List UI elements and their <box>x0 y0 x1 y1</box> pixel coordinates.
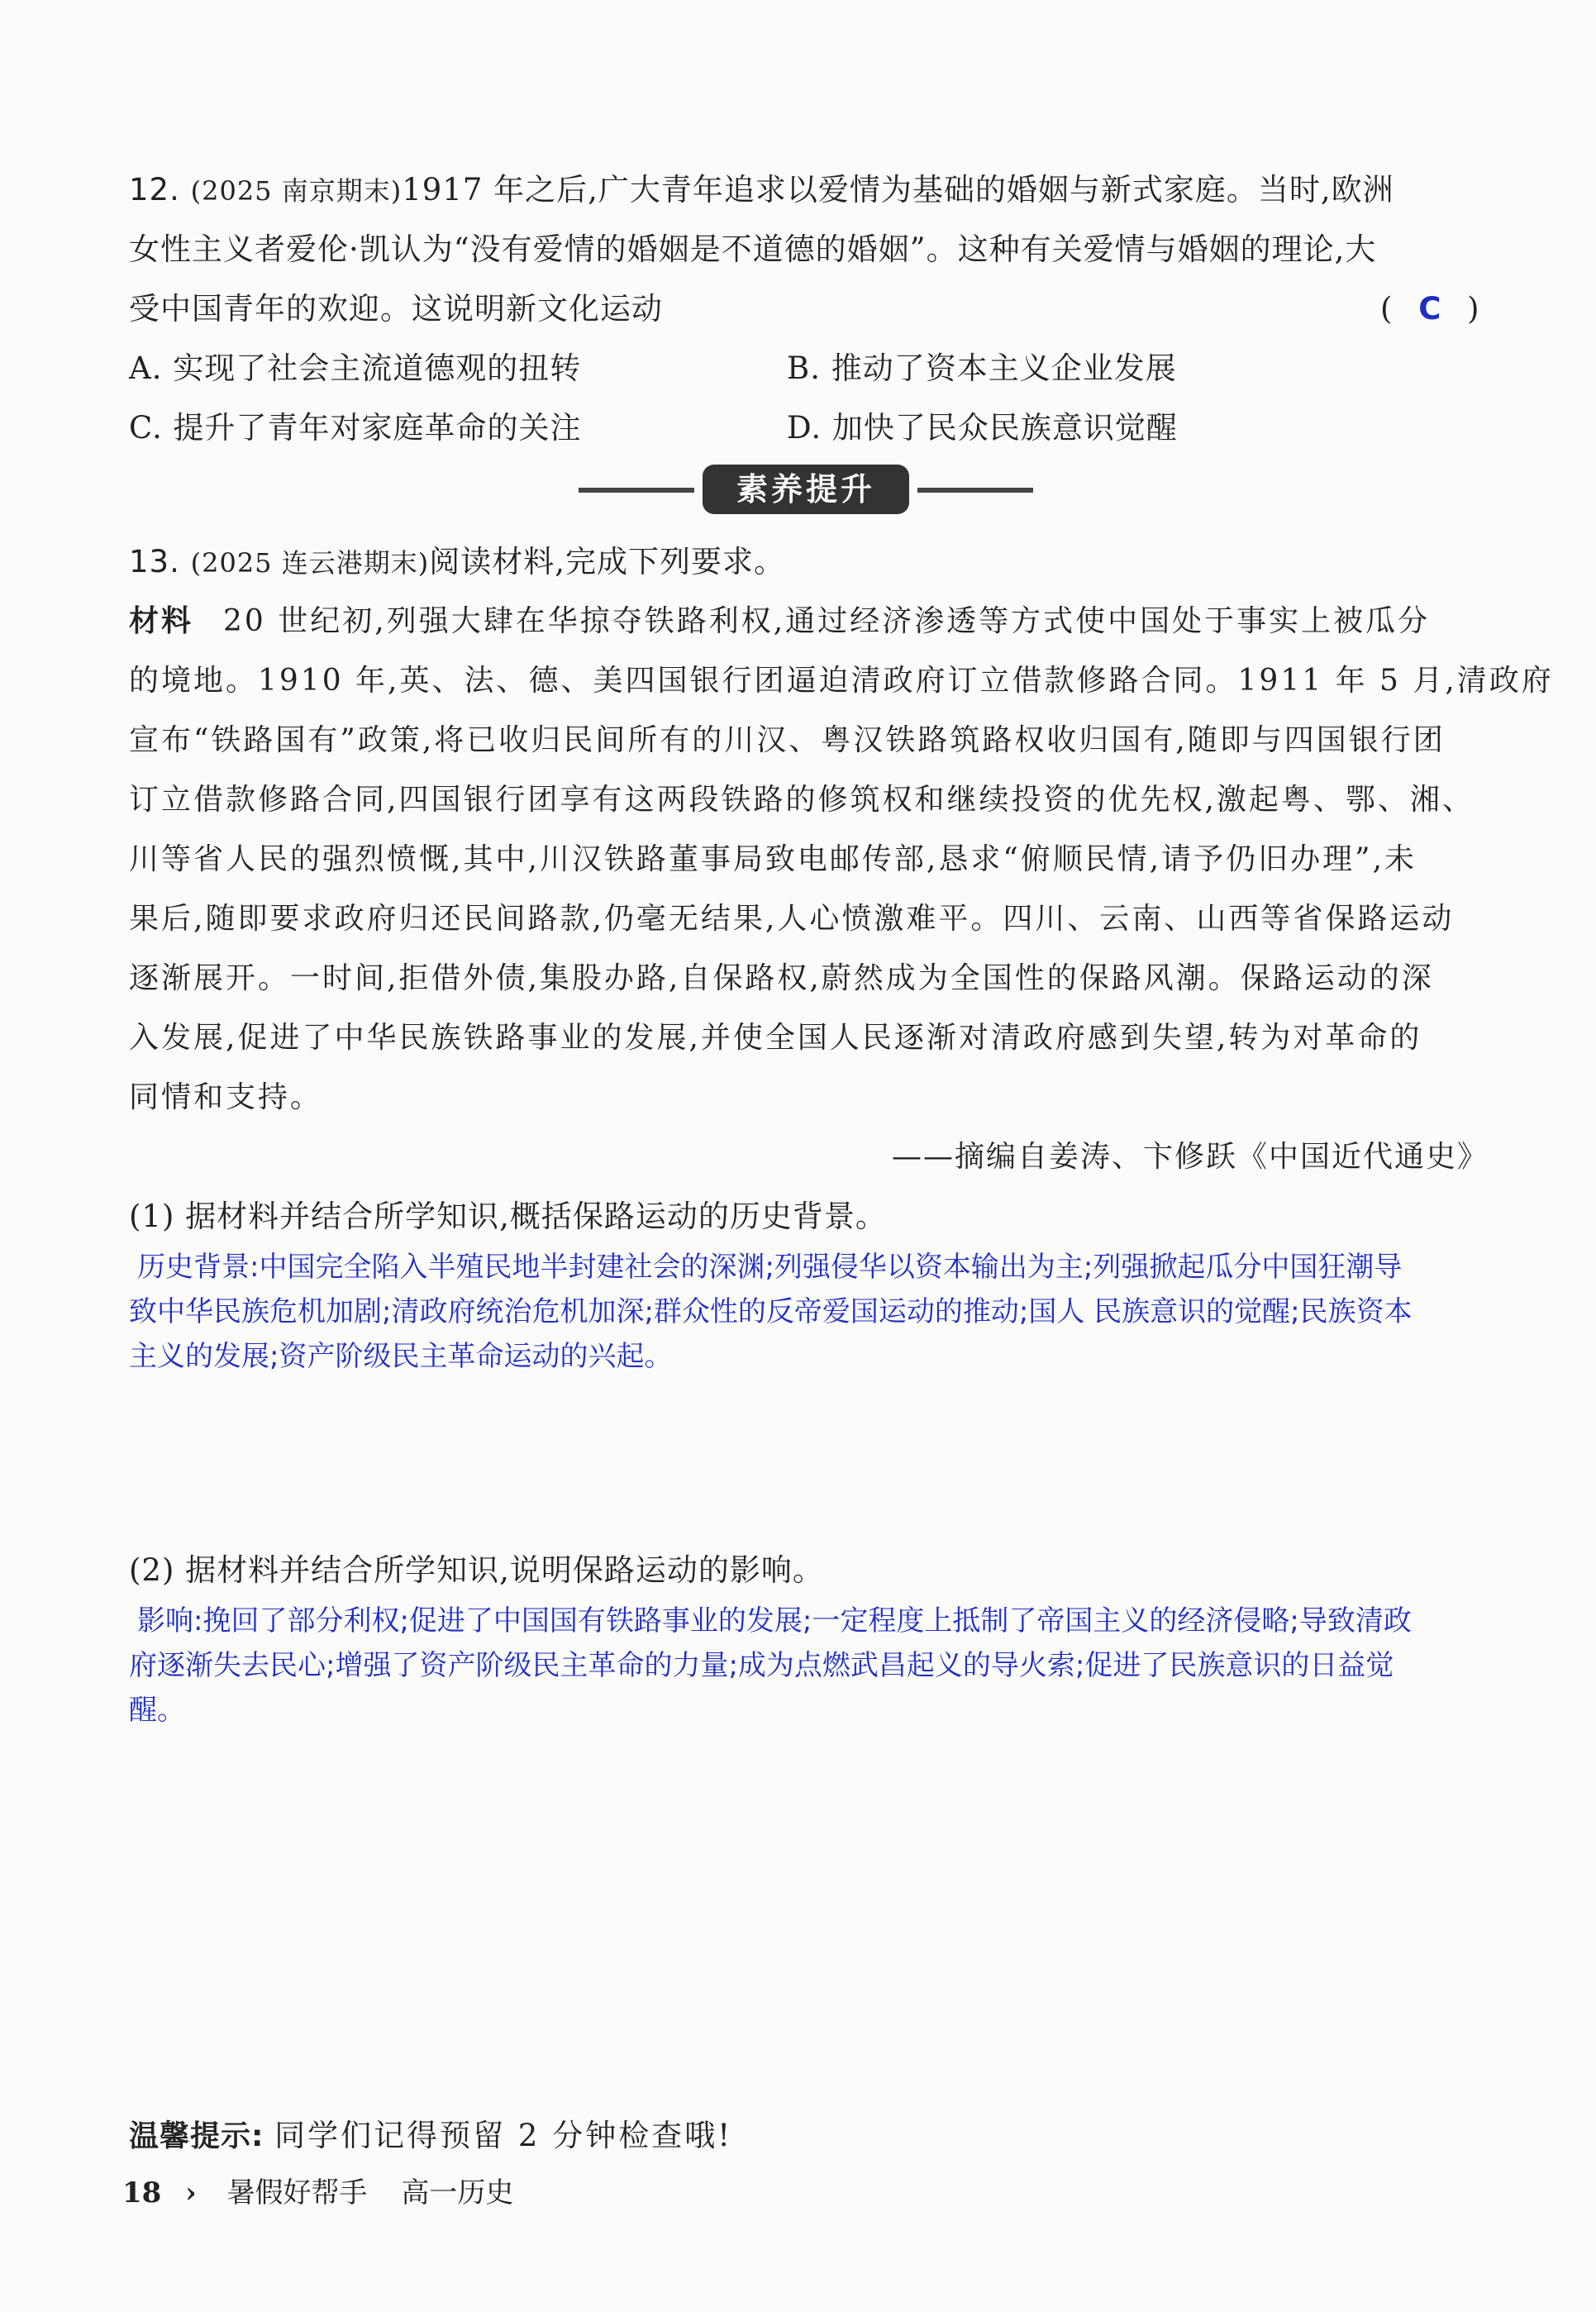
answer-2-line-3: 醒。 <box>129 1694 185 1727</box>
q12-option-c: C. 提升了青年对家庭革命的关注 <box>129 410 582 446</box>
material-line-8: 入发展,促进了中华民族铁路事业的发展,并使全国人民逐渐对清政府感到失望,转为对革命的 <box>129 1021 1422 1055</box>
paren-close: ) <box>1467 291 1480 327</box>
q12-number: 12. <box>129 172 180 207</box>
book-title: 暑假好帮手 <box>226 2176 368 2210</box>
q13-source: (2025 连云港期末) <box>190 547 430 579</box>
material-text: 20 世纪初,列强大肆在华掠夺铁路利权,通过经济渗透等方式使中国处于事实上被瓜分 <box>223 604 1431 638</box>
material-line-6: 果后,随即要求政府归还民间路款,仍毫无结果,人心愤激难平。四川、云南、山西等省保路运动 <box>129 902 1455 936</box>
subject: 高一历史 <box>401 2176 514 2210</box>
q12-answer: C <box>1418 291 1442 327</box>
answer-1-line-2: 致中华民族危机加剧;清政府统治危机加深;群众性的反帝爱国运动的推动;国人 民族意识的觉醒;民族资本 <box>129 1295 1413 1328</box>
q13-prompt: 阅读材料,完成下列要求。 <box>429 544 785 579</box>
material-line-4: 订立借款修路合同,四国银行团享有这两段铁路的修筑权和继续投资的优先权,激起粤、鄂、湘、 <box>129 783 1475 817</box>
footer <box>122 2164 513 2222</box>
q13-heading <box>129 532 785 593</box>
material-citation: ——摘编自姜涛、卞修跃《中国近代通史》 <box>891 1140 1489 1174</box>
answer-2-line-2: 府逐渐失去民心;增强了资产阶级民主革命的力量;成为点燃武昌起义的导火索;促进了民族意识的日益觉 <box>129 1649 1394 1682</box>
banner-right-bar <box>917 488 1033 493</box>
material-line-1 <box>129 592 1430 651</box>
q12-text-1: 1917 年之后,广大青年追求以爱情为基础的婚姻与新式家庭。当时,欧洲 <box>402 172 1394 207</box>
q12-option-a: A. 实现了社会主流道德观的扭转 <box>129 350 582 386</box>
answer-1-line-3: 主义的发展;资产阶级民主革命运动的兴起。 <box>129 1340 673 1373</box>
material-line-5: 川等省人民的强烈愤慨,其中,川汉铁路董事局致电邮传部,恳求“俯顺民情,请予仍旧办理”,未 <box>129 842 1417 876</box>
tip-text: 同学们记得预留 2 分钟检查哦! <box>274 2118 733 2153</box>
q12-line-2: 女性主义者爱伦·凯认为“没有爱情的婚姻是不道德的婚姻”。这种有关爱情与婚姻的理论,大 <box>129 231 1377 267</box>
section-banner <box>579 465 1033 514</box>
chevron-right-icon: › <box>185 2176 197 2210</box>
material-line-7: 逐渐展开。一时间,拒借外债,集股办路,自保路权,蔚然成为全国性的保路风潮。保路运动的深 <box>129 961 1434 995</box>
material-line-9: 同情和支持。 <box>129 1080 323 1114</box>
subquestion-2: (2) 据材料并结合所学知识,说明保路运动的影响。 <box>129 1552 824 1588</box>
q12-option-b: B. 推动了资本主义企业发展 <box>787 350 1177 386</box>
tip-label: 温馨提示: <box>129 2119 264 2153</box>
material-line-3: 宣布“铁路国有”政策,将已收归民间所有的川汉、粤汉铁路筑路权收归国有,随即与四国银行团 <box>129 723 1446 757</box>
subquestion-1: (1) 据材料并结合所学知识,概括保路运动的历史背景。 <box>129 1199 887 1234</box>
q12-line-3: 受中国青年的欢迎。这说明新文化运动 <box>129 291 663 327</box>
material-label: 材料 <box>129 604 194 638</box>
tip <box>129 2106 732 2167</box>
q12-answer-bracket <box>1380 279 1479 339</box>
q13-number: 13. <box>129 544 180 579</box>
answer-1-line-1: 历史背景:中国完全陷入半殖民地半封建社会的深渊;列强侵华以资本输出为主;列强掀起瓜分中国狂潮导 <box>137 1251 1403 1284</box>
paren-open: ( <box>1380 291 1394 327</box>
q12-option-d: D. 加快了民众民族意识觉醒 <box>787 410 1178 446</box>
q12-source: (2025 南京期末) <box>190 175 403 207</box>
banner-left-bar <box>579 488 694 493</box>
q12-line-1 <box>129 160 1394 221</box>
page-number: 18 <box>122 2176 162 2210</box>
material-line-2: 的境地。1910 年,英、法、德、美四国银行团逼迫清政府订立借款修路合同。1911 年 5 月,清政府 <box>129 664 1554 698</box>
answer-2-line-1: 影响:挽回了部分利权;促进了中国国有铁路事业的发展;一定程度上抵制了帝国主义的经济侵略;导致清政 <box>137 1604 1412 1637</box>
banner-title: 素养提升 <box>703 465 909 514</box>
